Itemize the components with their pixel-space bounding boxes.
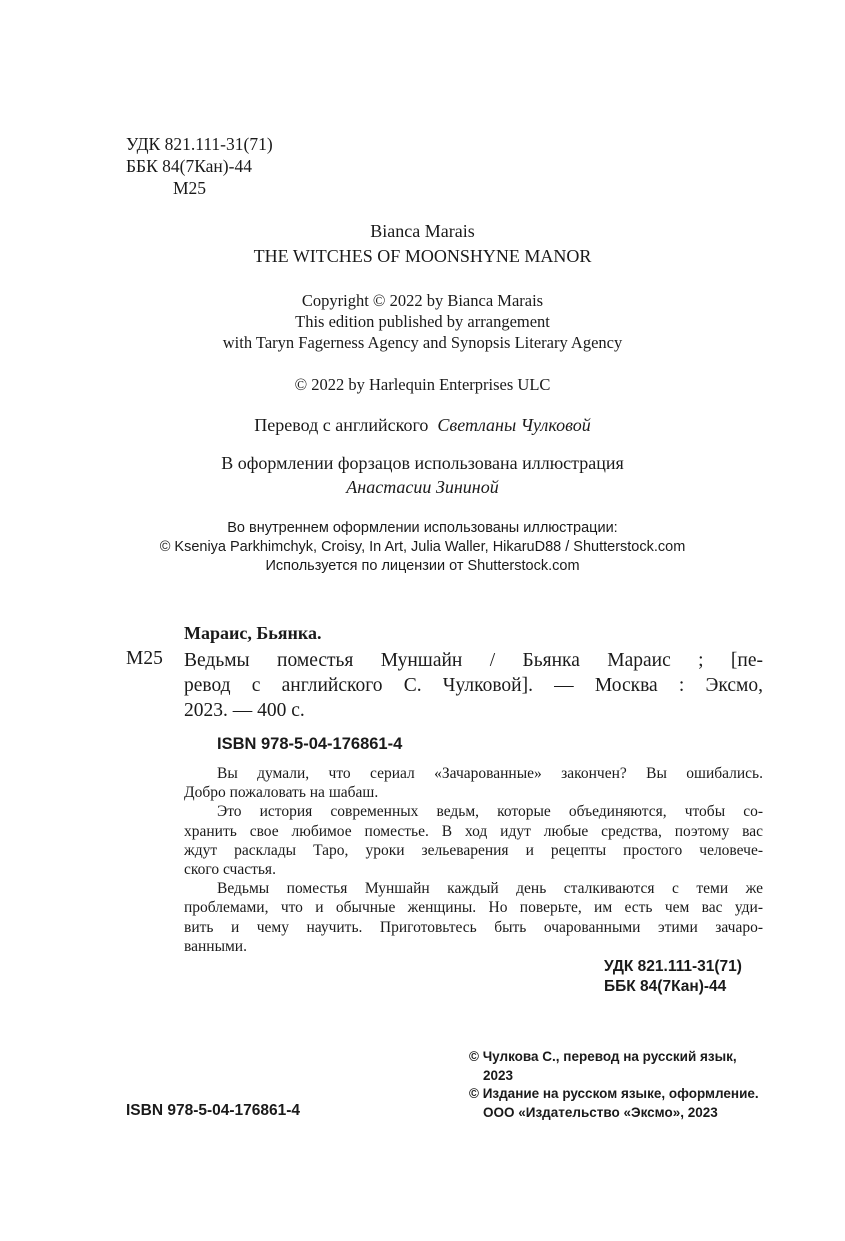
annotation-line: хранить свое любимое поместье. В ход идут любые средства, поэтому вас	[184, 822, 763, 840]
illustrations-credit	[0, 519, 845, 576]
illustrations-line: Во внутреннем оформлении использованы иллюстрации:	[227, 520, 618, 536]
annotation-line: ждут расклады Таро, уроки зельеварения и рецепты простого человече-	[184, 841, 763, 859]
copyright-line: with Taryn Fagerness Agency and Synopsis Literary Agency	[222, 333, 623, 352]
russian-edition-copyrights	[469, 1048, 769, 1122]
classification-codes	[126, 133, 273, 199]
record-heading: Мараис, Бьянка.	[184, 623, 322, 643]
author-mark: М25	[173, 178, 207, 198]
copyright-block	[0, 290, 845, 353]
illustrator-name: Анастасии Зининой	[346, 477, 499, 497]
translator-copyright: © Чулкова С., перевод на русский язык,	[469, 1049, 737, 1064]
record-isbn: ISBN 978-5-04-176861-4	[217, 735, 403, 753]
original-author: Bianca Marais	[370, 221, 475, 241]
biblio-line: 2023. — 400 с.	[184, 700, 305, 721]
design-credit	[0, 451, 845, 499]
biblio-line: ревод с английского С. Чулковой]. — Москва : Эксмо,	[184, 675, 763, 696]
annotation-line: Это история современных ведьм, которые объединяются, чтобы со-	[217, 803, 763, 821]
copyright-line: This edition published by arrangement	[295, 312, 550, 331]
footer-isbn: ISBN 978-5-04-176861-4	[126, 1102, 301, 1119]
bbk-code-bottom: ББК 84(7Кан)-44	[604, 978, 727, 995]
biblio-line: Ведьмы поместья Муншайн / Бьянка Мараис ; [пе-	[184, 650, 763, 671]
illustrations-line: Используется по лицензии от Shutterstock.com	[265, 558, 580, 574]
annotation-line: проблемами, что и обычные женщины. Но поверьте, им есть чем вас уди-	[184, 899, 763, 917]
annotation-line: вить и чему научить. Приготовьтесь быть очарованными этими зачаро-	[184, 918, 763, 936]
annotation-line: ского счастья.	[184, 861, 276, 879]
annotation-line: ванными.	[184, 937, 247, 955]
classification-codes-bottom	[604, 957, 742, 997]
annotation-line: Добро пожаловать на шабаш.	[184, 784, 379, 802]
annotation-line: Ведьмы поместья Муншайн каждый день сталкиваются с теми же	[217, 880, 763, 898]
annotation	[184, 764, 763, 956]
copyright-line: Copyright © 2022 by Bianca Marais	[301, 291, 544, 310]
original-title: THE WITCHES OF MOONSHYNE MANOR	[253, 246, 592, 266]
bbk-code: ББК 84(7Кан)-44	[126, 156, 252, 176]
design-line: В оформлении форзацов использована иллюстрация	[221, 453, 624, 473]
translator-copyright-year: 2023	[483, 1067, 514, 1083]
translation-prefix: Перевод с английского	[254, 415, 429, 435]
record-mark: М25	[126, 648, 163, 669]
annotation-line: Вы думали, что сериал «Зачарованные» закончен? Вы ошибались.	[217, 765, 763, 782]
publisher-copyright-name: ООО «Издательство «Эксмо», 2023	[483, 1104, 718, 1120]
original-title-block	[0, 219, 845, 269]
translator-name: Светланы Чулковой	[437, 415, 591, 435]
bibliographic-description	[184, 648, 763, 723]
udk-code-bottom: УДК 821.111-31(71)	[604, 958, 742, 975]
translation-credit	[0, 413, 845, 437]
illustrations-line: © Kseniya Parkhimchyk, Croisy, In Art, Julia Waller, HikaruD88 / Shutterstock.com	[159, 539, 686, 555]
harlequin-copyright: © 2022 by Harlequin Enterprises ULC	[294, 375, 551, 394]
publisher-copyright: © Издание на русском языке, оформление.	[469, 1086, 759, 1101]
udk-code: УДК 821.111-31(71)	[126, 134, 273, 154]
